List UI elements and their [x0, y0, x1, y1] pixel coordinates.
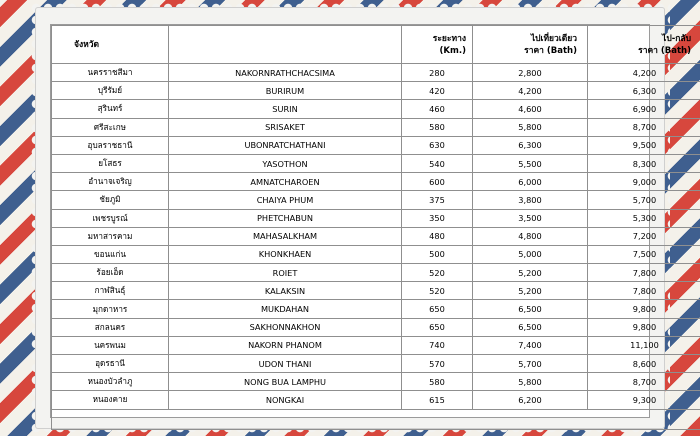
cell-province: สกลนคร: [52, 318, 169, 336]
header-province-label: จังหวัด: [74, 39, 100, 50]
empty-row: [52, 409, 700, 429]
price-sheet: [50, 24, 691, 418]
header-oneway-line2: ราคา (Bath): [524, 45, 577, 56]
header-province: [52, 26, 169, 64]
table-row: [52, 191, 700, 209]
cell-english-name: SRISAKET: [169, 118, 402, 136]
cell-roundtrip-price: 6,900: [588, 100, 700, 118]
cell-english-name: AMNATCHAROEN: [169, 173, 402, 191]
table-row: [52, 264, 700, 282]
cell-oneway-price: 5,200: [473, 264, 588, 282]
cell-oneway-price: 3,800: [473, 191, 588, 209]
cell-distance: 460: [402, 100, 473, 118]
cell-province: ร้อยเอ็ด: [52, 264, 169, 282]
cell-roundtrip-price: 11,100: [588, 336, 700, 354]
cell-oneway-price: 4,800: [473, 227, 588, 245]
cell-english-name: ROIET: [169, 264, 402, 282]
cell-province: เพชรบูรณ์: [52, 209, 169, 227]
cell-province: อุดรธานี: [52, 355, 169, 373]
cell-province: อำนาจเจริญ: [52, 173, 169, 191]
cell-distance: 615: [402, 391, 473, 409]
cell-distance: 630: [402, 136, 473, 154]
cell-province: หนองบัวลำภู: [52, 373, 169, 391]
cell-province: หนองคาย: [52, 391, 169, 409]
cell-distance: 350: [402, 209, 473, 227]
cell-oneway-price: 6,200: [473, 391, 588, 409]
cell-province: นครพนม: [52, 336, 169, 354]
cell-roundtrip-price: 6,300: [588, 82, 700, 100]
cell-roundtrip-price: 4,200: [588, 64, 700, 82]
table-row: [52, 227, 700, 245]
cell-oneway-price: 3,500: [473, 209, 588, 227]
cell-english-name: YASOTHON: [169, 154, 402, 172]
cell-province: บุรีรัมย์: [52, 82, 169, 100]
cell-distance: 500: [402, 245, 473, 263]
cell-province: มุกดาหาร: [52, 300, 169, 318]
cell-english-name: NONG BUA LAMPHU: [169, 373, 402, 391]
cell-oneway-price: 2,800: [473, 64, 588, 82]
cell-roundtrip-price: 9,800: [588, 300, 700, 318]
table-body: [52, 64, 700, 430]
table-row: [52, 154, 700, 172]
cell-roundtrip-price: 5,700: [588, 191, 700, 209]
cell-english-name: NONGKAI: [169, 391, 402, 409]
cell-province: ชัยภูมิ: [52, 191, 169, 209]
cell-roundtrip-price: 7,500: [588, 245, 700, 263]
table-row: [52, 355, 700, 373]
cell-roundtrip-price: 9,000: [588, 173, 700, 191]
cell-roundtrip-price: 7,800: [588, 282, 700, 300]
table-row: [52, 373, 700, 391]
cell-english-name: SURIN: [169, 100, 402, 118]
cell-distance: 520: [402, 264, 473, 282]
cell-province: กาฬสินธุ์: [52, 282, 169, 300]
stamp-frame: [36, 8, 691, 428]
cell-province: อุบลราชธานี: [52, 136, 169, 154]
empty-cell: [52, 409, 700, 429]
cell-roundtrip-price: 7,200: [588, 227, 700, 245]
header-roundtrip-line2: ราคา (Bath): [638, 45, 691, 56]
header-oneway-line1: ไปเที่ยวเดียว: [530, 33, 577, 44]
cell-oneway-price: 4,600: [473, 100, 588, 118]
table-row: [52, 391, 700, 409]
cell-distance: 375: [402, 191, 473, 209]
table-row: [52, 82, 700, 100]
table-row: [52, 173, 700, 191]
cell-distance: 650: [402, 318, 473, 336]
table-row: [52, 209, 700, 227]
cell-oneway-price: 5,800: [473, 373, 588, 391]
cell-english-name: UBONRATCHATHANI: [169, 136, 402, 154]
cell-roundtrip-price: 8,700: [588, 373, 700, 391]
cell-province: ขอนแก่น: [52, 245, 169, 263]
cell-oneway-price: 5,800: [473, 118, 588, 136]
table-row: [52, 136, 700, 154]
cell-english-name: SAKHONNAKHON: [169, 318, 402, 336]
cell-roundtrip-price: 7,800: [588, 264, 700, 282]
cell-english-name: UDON THANI: [169, 355, 402, 373]
cell-distance: 280: [402, 64, 473, 82]
cell-oneway-price: 6,000: [473, 173, 588, 191]
cell-oneway-price: 5,700: [473, 355, 588, 373]
cell-province: ยโสธร: [52, 154, 169, 172]
cell-distance: 600: [402, 173, 473, 191]
price-table: [51, 25, 700, 430]
table-row: [52, 336, 700, 354]
cell-english-name: MUKDAHAN: [169, 300, 402, 318]
cell-oneway-price: 5,500: [473, 154, 588, 172]
cell-roundtrip-price: 8,300: [588, 154, 700, 172]
header-distance: [402, 26, 473, 64]
cell-roundtrip-price: 8,700: [588, 118, 700, 136]
cell-oneway-price: 7,400: [473, 336, 588, 354]
cell-province: นครราชสีมา: [52, 64, 169, 82]
cell-province: ศรีสะเกษ: [52, 118, 169, 136]
cell-distance: 520: [402, 282, 473, 300]
header-english: [169, 26, 402, 64]
table-row: [52, 64, 700, 82]
cell-oneway-price: 6,500: [473, 300, 588, 318]
cell-roundtrip-price: 9,800: [588, 318, 700, 336]
cell-distance: 420: [402, 82, 473, 100]
cell-oneway-price: 5,200: [473, 282, 588, 300]
header-roundtrip-line1: ไป-กลับ: [662, 33, 691, 44]
cell-oneway-price: 5,000: [473, 245, 588, 263]
cell-english-name: KHONKHAEN: [169, 245, 402, 263]
table-row: [52, 118, 700, 136]
header-oneway: [473, 26, 588, 64]
cell-distance: 570: [402, 355, 473, 373]
cell-distance: 580: [402, 118, 473, 136]
cell-oneway-price: 6,500: [473, 318, 588, 336]
cell-english-name: CHAIYA PHUM: [169, 191, 402, 209]
table-row: [52, 282, 700, 300]
cell-english-name: NAKORN PHANOM: [169, 336, 402, 354]
header-row: [52, 26, 700, 64]
cell-distance: 480: [402, 227, 473, 245]
cell-distance: 740: [402, 336, 473, 354]
cell-distance: 580: [402, 373, 473, 391]
cell-roundtrip-price: 8,600: [588, 355, 700, 373]
table-row: [52, 300, 700, 318]
table-row: [52, 245, 700, 263]
cell-english-name: PHETCHABUN: [169, 209, 402, 227]
table-row: [52, 318, 700, 336]
cell-oneway-price: 4,200: [473, 82, 588, 100]
cell-distance: 540: [402, 154, 473, 172]
cell-distance: 650: [402, 300, 473, 318]
cell-roundtrip-price: 9,500: [588, 136, 700, 154]
cell-roundtrip-price: 9,300: [588, 391, 700, 409]
cell-province: สุรินทร์: [52, 100, 169, 118]
header-roundtrip: [588, 26, 700, 64]
cell-roundtrip-price: 5,300: [588, 209, 700, 227]
cell-province: มหาสารคาม: [52, 227, 169, 245]
cell-english-name: MAHASALKHAM: [169, 227, 402, 245]
header-distance-line2: (Km.): [439, 45, 466, 56]
cell-english-name: KALAKSIN: [169, 282, 402, 300]
cell-english-name: NAKORNRATHCHACSIMA: [169, 64, 402, 82]
cell-english-name: BURIRUM: [169, 82, 402, 100]
cell-oneway-price: 6,300: [473, 136, 588, 154]
header-distance-line1: ระยะทาง: [432, 33, 466, 44]
table-row: [52, 100, 700, 118]
